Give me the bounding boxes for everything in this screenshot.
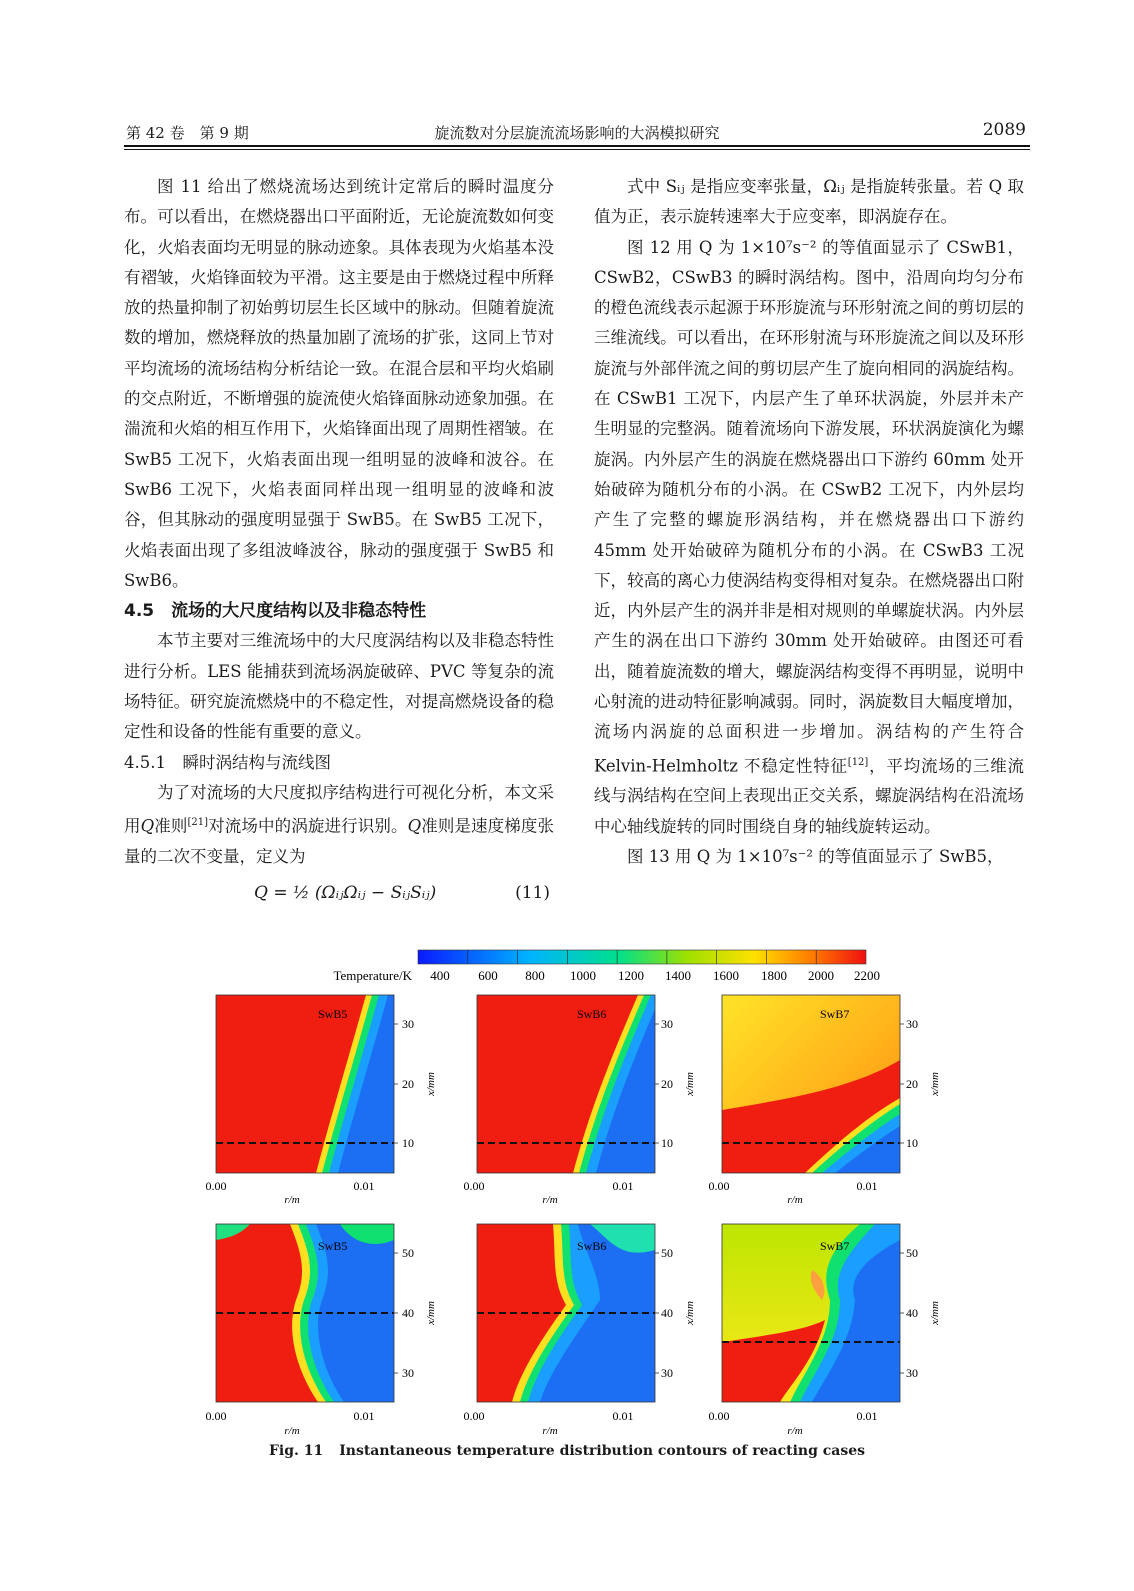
y-axis-label: x/mm <box>929 1301 941 1325</box>
colorbar-tick: 2200 <box>854 968 880 983</box>
x-tick: 0.01 <box>612 1179 634 1193</box>
equation-11 <box>124 872 554 916</box>
x-tick: 0.00 <box>708 1179 730 1193</box>
colorbar-tick: 600 <box>478 968 498 983</box>
contour-panel-swb6-bottom <box>477 1224 655 1402</box>
panel-label: SwB6 <box>577 1007 607 1021</box>
y-tick: 10 <box>661 1136 673 1150</box>
y-tick: 10 <box>906 1136 918 1150</box>
panel-label: SwB5 <box>318 1239 348 1253</box>
y-tick: 40 <box>402 1306 414 1320</box>
colorbar-tick: 1800 <box>761 968 787 983</box>
x-tick: 0.01 <box>856 1409 878 1423</box>
panel-label: SwB7 <box>820 1239 850 1253</box>
y-tick: 20 <box>661 1077 673 1091</box>
citation: [21] <box>187 817 209 829</box>
x-tick: 0.01 <box>856 1179 878 1193</box>
y-tick: 30 <box>402 1017 414 1031</box>
panel-label: SwB5 <box>318 1007 348 1021</box>
x-axis-label: r/m <box>787 1425 803 1437</box>
figure-number: Fig. 11 <box>268 1443 324 1459</box>
y-tick: 50 <box>661 1246 673 1260</box>
page-number: 2089 <box>982 120 1026 140</box>
equation-number: (11) <box>515 883 550 904</box>
colorbar-tick: 1600 <box>713 968 739 983</box>
x-tick: 0.01 <box>612 1409 634 1423</box>
equation-body: Q = ½ (ΩᵢⱼΩᵢⱼ − SᵢⱼSᵢⱼ) <box>254 883 437 904</box>
panel-label: SwB6 <box>577 1239 607 1253</box>
running-header <box>124 120 1030 144</box>
paragraph: 图 11 给出了燃烧流场达到统计定常后的瞬时温度分布。可以看出，在燃烧器出口平面附近，无论旋流数如何变化，火焰表面均无明显的脉动迹象。具体表现为火焰基本没有褶皱，火焰锋面较为平滑。这主要是由于燃烧过程中所释放的热量抑制了初始剪切层生长区域中的脉动。但随着旋流数的增加，燃烧释放的热量加剧了流场的扩张，这同上节对平均流场的流场结构分析结论一致。在混合层和平均火焰刷的交点附近，不断增强的旋流使火焰锋面脉动迹象加强。在湍流和火焰的相互作用下，火焰锋面出现了周期性褶皱。在 SwB5 工况下，火焰表面出现一组明显的波峰和波谷。在 SwB6 工况下，火焰表面同样出现一组明显的波峰和波谷，但其脉动的强度明显强于 SwB5。在 SwB5 工况下，火焰表面出现了多组波峰波谷，脉动的强度强于 SwB5 和 SwB6。 <box>124 177 554 590</box>
contour-panel-swb7-top <box>722 995 900 1173</box>
colorbar-tick: 1400 <box>665 968 691 983</box>
contour-panel-swb6-top <box>477 995 661 1173</box>
caption-text: Instantaneous temperature distribution contours of reacting cases <box>339 1443 866 1459</box>
x-axis-label: r/m <box>284 1425 300 1437</box>
colorbar-tick: 1200 <box>618 968 644 983</box>
x-tick: 0.01 <box>353 1409 375 1423</box>
y-tick: 40 <box>661 1306 673 1320</box>
x-axis-label: r/m <box>284 1194 300 1206</box>
paragraph: 图 12 用 Q 为 1×10⁷s⁻² 的等值面显示了 CSwB1，CSwB2，CSwB3 的瞬时涡结构。图中，沿周向均匀分布的橙色流线表示起源于环形旋流与环形射流之间的剪切层的三维流线。可以看出，在环形射流与环形旋流之间以及环形旋流与外部伴流之间的剪切层产生了旋向相同的涡旋结构。在 CSwB1 工况下，内层产生了单环状涡旋，外层并未产生明显的完整涡。随着流场向下游发展，环状涡旋演化为螺旋涡。内外层产生的涡旋在燃烧器出口下游约 60mm 处开始破碎为随机分布的小涡。在 CSwB2 工况下，内外层均产生了完整的螺旋形涡结构，并在燃烧器出口下游约 45mm 处开始破碎为随机分布的小涡。在 CSwB3 工况下，较高的离心力使涡结构变得相对复杂。在燃烧器出口附近，内外层产生的涡并非是相对规则的单螺旋状涡。内外层产生的涡在出口下游约 30mm 处开始破碎。由图还可看出，随着旋流数的增大，螺旋涡结构变得不再明显，说明中心射流的进动特征影响减弱。同时，涡旋数目大幅度增加，流场内涡旋的总面积进一步增加。涡结构的产生符合 Kelvin-Helmholtz 不稳定性特征[12]，平均流场的三维流线与涡结构在空间上表现出正交关系，螺旋涡结构在沿流场中心轴线旋转的同时围绕自身的轴线旋转运动。 <box>594 237 1024 836</box>
right-column <box>594 172 1024 872</box>
citation: [12] <box>847 756 869 768</box>
colorbar-tick: 1000 <box>570 968 596 983</box>
y-tick: 50 <box>906 1246 918 1260</box>
colorbar <box>334 950 881 983</box>
y-tick: 40 <box>906 1306 918 1320</box>
paragraph: 为了对流场的大尺度拟序结构进行可视化分析，本文采用Q准则[21]对流场中的涡旋进行识别。Q准则是速度梯度张量的二次不变量，定义为 <box>124 782 555 867</box>
volume-issue: 第 42 卷 第 9 期 <box>126 124 249 142</box>
x-tick: 0.01 <box>353 1179 375 1193</box>
x-tick: 0.00 <box>463 1409 485 1423</box>
colorbar-tick: 2000 <box>808 968 834 983</box>
y-axis-label: x/mm <box>684 1072 696 1096</box>
y-tick: 10 <box>402 1136 414 1150</box>
section-heading: 4.5 流场的大尺度结构以及非稳态特性 <box>124 601 427 622</box>
contour-panel-swb7-bottom <box>722 1224 900 1402</box>
colorbar-gradient <box>418 950 866 964</box>
y-tick: 30 <box>661 1017 673 1031</box>
y-tick: 30 <box>906 1366 918 1380</box>
y-tick: 20 <box>402 1077 414 1091</box>
x-tick: 0.00 <box>205 1409 227 1423</box>
y-tick: 20 <box>906 1077 918 1091</box>
panel-label: SwB7 <box>820 1007 850 1021</box>
x-tick: 0.00 <box>463 1179 485 1193</box>
header-rule-thin <box>124 149 1030 150</box>
y-axis-label: x/mm <box>425 1301 437 1325</box>
y-axis-label: x/mm <box>425 1072 437 1096</box>
header-rule-thick <box>124 145 1030 147</box>
contour-panel-swb5-top <box>216 995 394 1173</box>
colorbar-tick: 800 <box>525 968 545 983</box>
running-title: 旋流数对分层旋流流场影响的大涡模拟研究 <box>434 124 720 142</box>
figure-11 <box>0 940 1134 1440</box>
paragraph: 图 13 用 Q 为 1×10⁷s⁻² 的等值面显示了 SwB5， <box>627 847 1004 867</box>
subsection-heading: 4.5.1 瞬时涡结构与流线图 <box>124 752 331 772</box>
y-axis-label: x/mm <box>929 1072 941 1096</box>
y-tick: 50 <box>402 1246 414 1260</box>
x-tick: 0.00 <box>708 1409 730 1423</box>
x-axis-label: r/m <box>542 1194 558 1206</box>
x-axis-label: r/m <box>542 1425 558 1437</box>
paragraph: 式中 Sᵢⱼ 是指应变率张量，Ωᵢⱼ 是指旋转张量。若 Q 取值为正，表示旋转速率大于应变率，即涡旋存在。 <box>594 177 1024 227</box>
y-tick: 30 <box>661 1366 673 1380</box>
paragraph: 本节主要对三维流场中的大尺度涡结构以及非稳态特性进行分析。LES 能捕获到流场涡旋破碎、PVC 等复杂的流场特征。研究旋流燃烧中的不稳定性，对提高燃烧设备的稳定性和设备的性能有重要的意义。 <box>124 631 554 742</box>
x-tick: 0.00 <box>205 1179 227 1193</box>
left-column <box>124 172 554 916</box>
colorbar-tick: 400 <box>430 968 450 983</box>
y-tick: 30 <box>906 1017 918 1031</box>
x-axis-label: r/m <box>787 1194 803 1206</box>
figure-caption <box>0 1443 1134 1459</box>
y-tick: 30 <box>402 1366 414 1380</box>
contour-panel-swb5-bottom <box>216 1224 394 1402</box>
y-axis-label: x/mm <box>684 1301 696 1325</box>
colorbar-label: Temperature/K <box>333 968 412 983</box>
